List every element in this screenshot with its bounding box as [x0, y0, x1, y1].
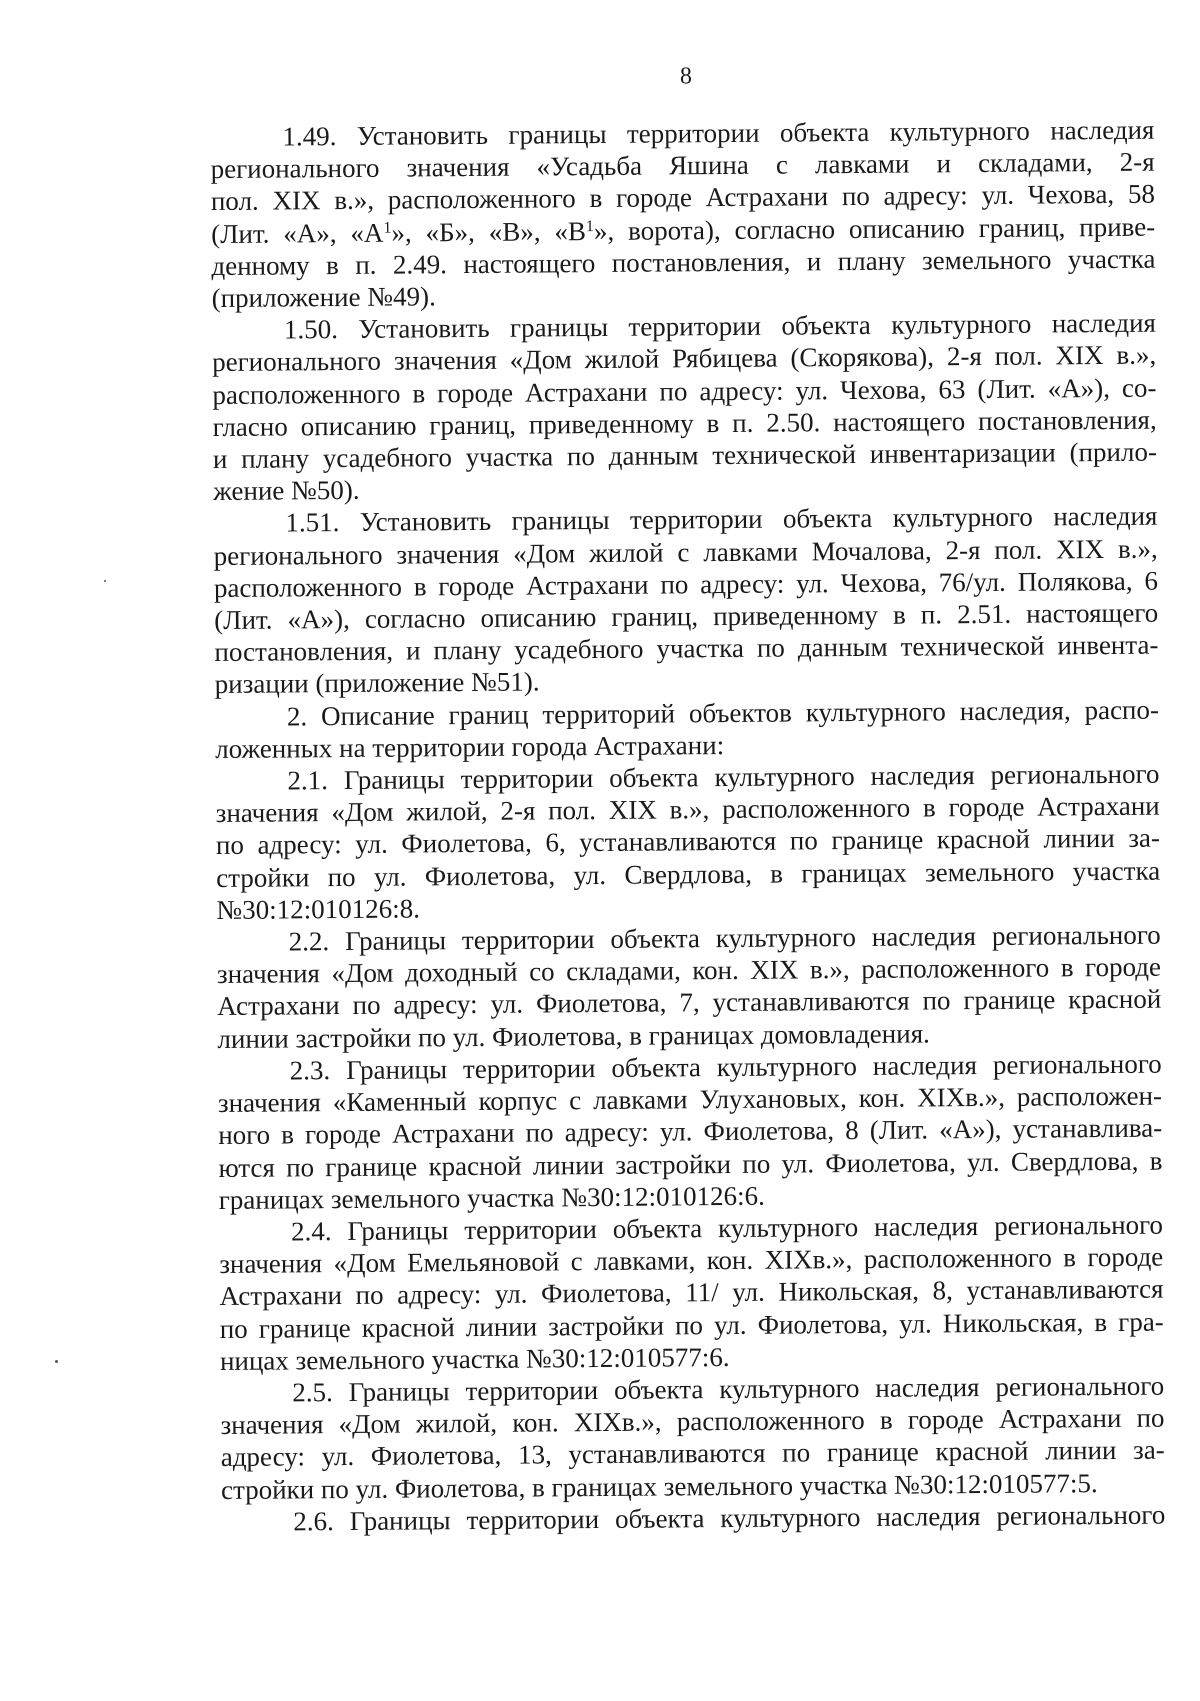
scan-speck — [55, 1360, 58, 1363]
text-line: Астрахани по адресу: ул. Фиолетова, 7, устанавливаются по границе красной — [217, 984, 1162, 1022]
text-line: стройки по ул. Фиолетова, в границах земельного участка №30:12:010577:5. — [220, 1467, 1098, 1505]
paragraph-1-50 — [212, 307, 1157, 508]
paragraph-1-49 — [210, 114, 1155, 315]
text-line: постановления, и плану усадебного участка по данным технической инвента- — [214, 629, 1159, 668]
paragraph-2-2 — [217, 919, 1162, 1055]
text-line: денному в п. 2.49. настоящего постановления, и плану земельного участка — [211, 243, 1156, 281]
paragraph-2-3 — [218, 1047, 1163, 1215]
text-line: 1.49. Установить границы территории объекта культурного наследия — [282, 114, 1155, 152]
text-line: стройки по ул. Фиолетова, ул. Свердлова, в границах земельного участка — [216, 855, 1161, 893]
page-number: 8 — [679, 63, 693, 90]
text-line: значения «Дом доходный со складами, кон. XIX в.», расположенного в городе — [216, 951, 1162, 990]
text-line: расположенного в городе Астрахани по адресу: ул. Чехова, 63 (Лит. «А»), со- — [212, 372, 1157, 410]
text-line: пол. XIX в.», расположенного в городе Астрахани по адресу: ул. Чехова, 58 — [210, 179, 1155, 217]
paragraph-2 — [215, 693, 1159, 765]
text-line: 2.2. Границы территории объекта культурного наследия регионального — [288, 919, 1161, 957]
scan-speck — [104, 580, 106, 582]
text-line: ницах земельного участка №30:12:010577:6. — [219, 1341, 730, 1376]
text-line: 2.6. Границы территории объекта культурного наследия регионального — [293, 1499, 1166, 1537]
paragraph-2-1 — [215, 758, 1160, 926]
text-line: ризации (приложение №51). — [214, 666, 540, 700]
text-line: 2.3. Границы территории объекта культурного наследия регионального — [289, 1048, 1162, 1086]
text-line: по адресу: ул. Фиолетова, 6, устанавливаются по границе красной линии за- — [215, 823, 1161, 861]
text-line: ложенных на территории города Астрахани: — [215, 729, 725, 764]
text-line: 1.51. Установить границы территории объекта культурного наследия — [285, 501, 1158, 538]
text-line: значения «Дом Емельяновой с лавками, кон. XIXв.», расположенного в городе — [219, 1241, 1164, 1280]
paragraph-2-5 — [220, 1370, 1165, 1506]
document-body — [210, 114, 1165, 1538]
text-line: ного в городе Астрахани по адресу: ул. Фиолетова, 8 (Лит. «А»), устанавлива- — [218, 1112, 1163, 1151]
text-line: регионального значения «Дом жилой Рябицева (Скорякова), 2-я пол. XIX в.», — [212, 340, 1157, 378]
text-line: 2.1. Границы территории объекта культурного наследия регионального — [287, 758, 1160, 796]
text-line: (приложение №49). — [211, 281, 436, 314]
text-line: значения «Дом жилой, кон. XIXв.», расположенного в городе Астрахани по — [220, 1402, 1165, 1441]
text-line: адресу: ул. Фиолетова, 13, устанавливаются по границе красной линии за- — [220, 1434, 1165, 1473]
text-line: (Лит. «А»), согласно описанию границ, приведенному в п. 2.51. настоящего — [214, 597, 1159, 636]
text-line: 1.50. Установить границы территории объекта культурного наследия — [283, 307, 1157, 345]
text-line: по границе красной линии застройки по ул. Фиолетова, ул. Никольская, в гра- — [219, 1306, 1164, 1344]
text-line: расположенного в городе Астрахани по адресу: ул. Чехова, 76/ул. Полякова, 6 — [213, 565, 1159, 603]
text-line: 2. Описание границ территорий объектов культурного наследия, распо- — [286, 694, 1160, 732]
text-line: регионального значения «Усадьба Яшина с лавками и складами, 2-я — [210, 146, 1155, 185]
text-line: жение №50). — [213, 475, 360, 507]
text-line: значения «Каменный корпус с лавками Улухановых, кон. XIXв.», расположен- — [217, 1080, 1163, 1119]
text-line: гласно описанию границ, приведенному в п. 2.50. настоящего постановления, — [212, 404, 1157, 442]
text-line: 2.5. Границы территории объекта культурного наследия регионального — [292, 1370, 1165, 1408]
text-line: границах земельного участка №30:12:010126:6. — [218, 1180, 765, 1215]
paragraph-1-51 — [213, 500, 1158, 701]
text-line: Астрахани по адресу: ул. Фиолетова, 11/ ул. Никольская, 8, устанавливаются — [219, 1273, 1164, 1312]
text-line: 2.4. Границы территории объекта культурного наследия регионального — [290, 1209, 1164, 1247]
text-line: регионального значения «Дом жилой с лавками Мочалова, 2-я пол. XIX в.», — [213, 533, 1158, 571]
text-line: и плану усадебного участка по данным технической инвентаризации (прило- — [212, 436, 1158, 475]
paragraph-2-4 — [219, 1208, 1164, 1376]
paragraph-2-6 — [221, 1498, 1165, 1538]
text-line: (Лит. «А», «$А^1$», «Б», «В», «$В^1$», ворота), согласно описанию границ, приве- — [211, 211, 1156, 249]
text-line: ются по границе красной линии застройки по ул. Фиолетова, ул. Свердлова, в — [218, 1145, 1163, 1183]
text-line: значения «Дом жилой, 2-я пол. XIX в.», расположенного в городе Астрахани — [215, 790, 1160, 829]
text-line: №30:12:010126:8. — [216, 893, 421, 925]
text-line: линии застройки по ул. Фиолетова, в границах домовладения. — [217, 1018, 930, 1054]
